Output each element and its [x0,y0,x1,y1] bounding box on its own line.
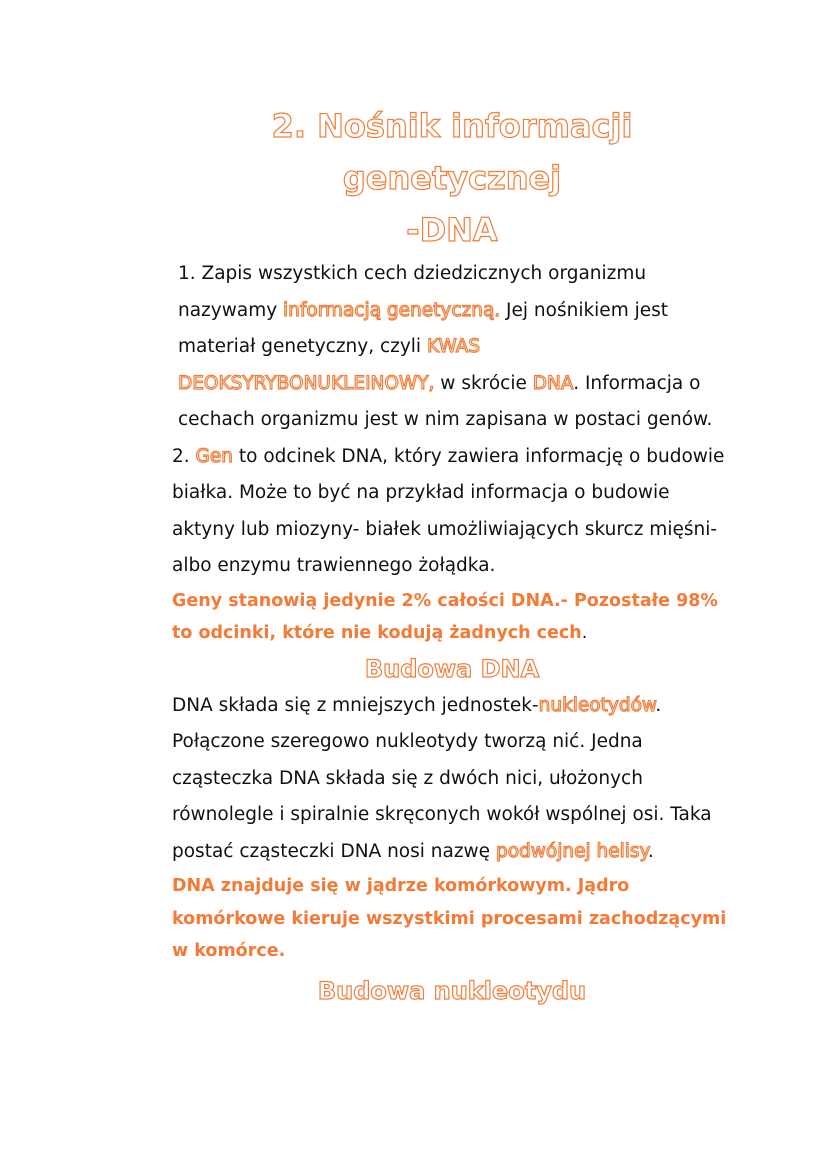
text-run: . Połączone szeregowo nukleotydy tworzą nić. Jedna cząsteczka DNA składa się z dwóch nici, ułożonych równolegle i spiralnie skręconych wokół wspólnej osi. Taka postać cząsteczki DNA nosi nazwę [172,694,712,862]
text-run: to odcinek DNA, który zawiera informację o budowie białka. Może to być na przykład informacja o budowie aktyny lub miozyny- białek umożliwiających skurcz mięśni- albo enzymu trawiennego żołądka. [172,445,725,576]
page-title-line-1: 2. Nośnik informacji genetycznej [271,107,633,197]
highlight-term: DNA [532,372,574,394]
highlight-term: nukleotydów [538,694,656,716]
highlight-term: KWAS DEOKSYRYBONUKLEINOWY, [178,336,481,394]
text-run: w skrócie [434,372,533,394]
text-run: . [581,623,588,643]
text-run: 2. [172,445,196,467]
paragraph-genes-percentage [172,585,732,650]
document-page [172,100,732,1010]
text-run: DNA składa się z mniejszych jednostek- [172,694,539,716]
paragraph-dna-location: DNA znajduje się w jądrze komórkowym. Jądro komórkowe kieruje wszystkimi procesami zachodzącymi w komórce. [172,876,727,961]
paragraph-gene-definition [172,439,732,585]
section-title-nucleotide-structure: Budowa nukleotydu [317,976,587,1005]
paragraph-dna-structure [172,688,732,871]
highlight-term: informacją genetyczną. [283,299,501,321]
highlight-term: podwójnej helisy [495,840,648,862]
section-title-dna-structure: Budowa DNA [364,654,540,683]
page-title-line-2: -DNA [406,211,498,249]
page-title [172,100,732,256]
paragraph-genetic-information [172,256,732,439]
text-run: 1. Zapis wszystkich cech dziedzicznych organizmu nazywamy [178,263,647,321]
text-run: . [647,840,654,862]
text-run: Jej nośnikiem jest materiał genetyczny, czyli [178,299,669,357]
text-run: . Informacja o cechach organizmu jest w nim zapisana w postaci genów. [178,372,713,430]
highlight-sentence: Geny stanowią jedynie 2% całości DNA.- Pozostałe 98% to odcinki, które nie kodują żadnych cech [172,590,718,643]
highlight-term: Gen [195,445,233,467]
